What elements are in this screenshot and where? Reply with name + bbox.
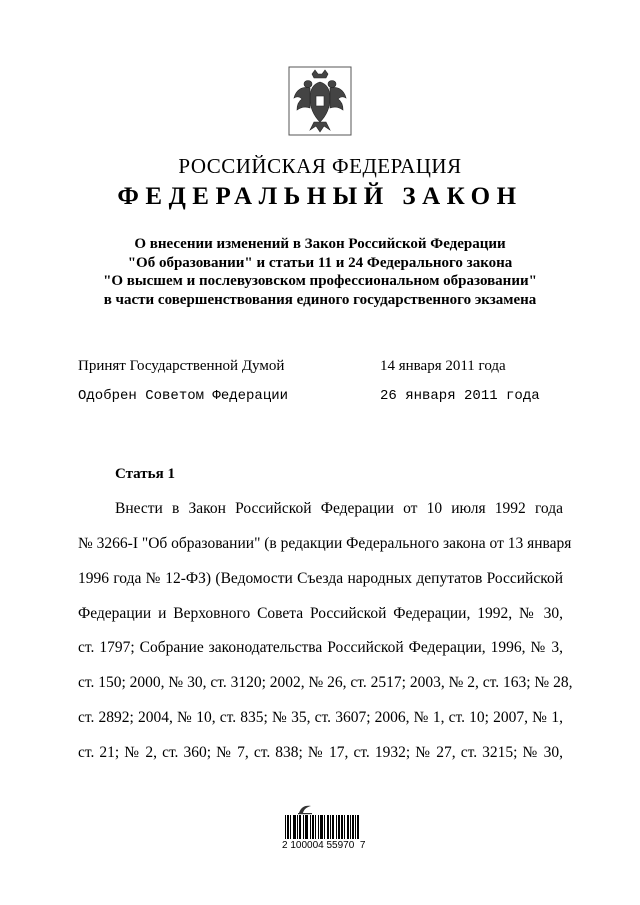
barcode-number: 2 100004 55970 7 <box>282 840 366 851</box>
adopted-by-duma-date: 14 января 2011 года <box>380 358 506 374</box>
article-text-line: ст. 150; 2000, № 30, ст. 3120; 2002, № 26, ст. 2517; 2003, № 2, ст. 163; № 28, <box>78 674 573 691</box>
article-text-line: Федерации и Верховного Совета Российской Федерации, 1992, № 30, <box>78 605 563 622</box>
country-name: РОССИЙСКАЯ ФЕДЕРАЦИЯ <box>178 154 462 178</box>
title-line: "Об образовании" и статьи 11 и 24 Федерального закона <box>127 254 513 271</box>
approved-by-council-date: 26 января 2011 года <box>380 388 540 404</box>
title-line: в части совершенствования единого государственного экзамена <box>103 291 537 308</box>
article-text-line: № 3266-I "Об образовании" (в редакции Федерального закона от 13 января <box>78 535 572 552</box>
article-text-line: ст. 2892; 2004, № 10, ст. 835; № 35, ст. 3607; 2006, № 1, ст. 10; 2007, № 1, <box>78 709 563 726</box>
article-text-line: ст. 21; № 2, ст. 360; № 7, ст. 838; № 17, ст. 1932; № 27, ст. 3215; № 30, <box>78 744 563 761</box>
approved-by-council-label: Одобрен Советом Федерации <box>78 388 289 404</box>
article-text-line: 1996 года № 12-ФЗ) (Ведомости Съезда народных депутатов Российской <box>78 570 563 587</box>
title-line: О внесении изменений в Закон Российской Федерации <box>134 236 506 252</box>
adopted-by-duma-label: Принят Государственной Думой <box>78 358 285 374</box>
article-text-line: Внести в Закон Российской Федерации от 10 июля 1992 года <box>115 500 563 517</box>
printer-logo-icon <box>297 803 313 815</box>
law-title <box>0 235 640 309</box>
law-type-heading: ФЕДЕРАЛЬНЫЙ ЗАКОН <box>117 183 523 210</box>
title-line: "О высшем и послевузовском профессиональном образовании" <box>103 273 537 289</box>
coat-of-arms-emblem-icon <box>288 66 352 136</box>
article-text-line: ст. 1797; Собрание законодательства Российской Федерации, 1996, № 3, <box>78 639 563 656</box>
article-heading: Статья 1 <box>115 466 175 482</box>
